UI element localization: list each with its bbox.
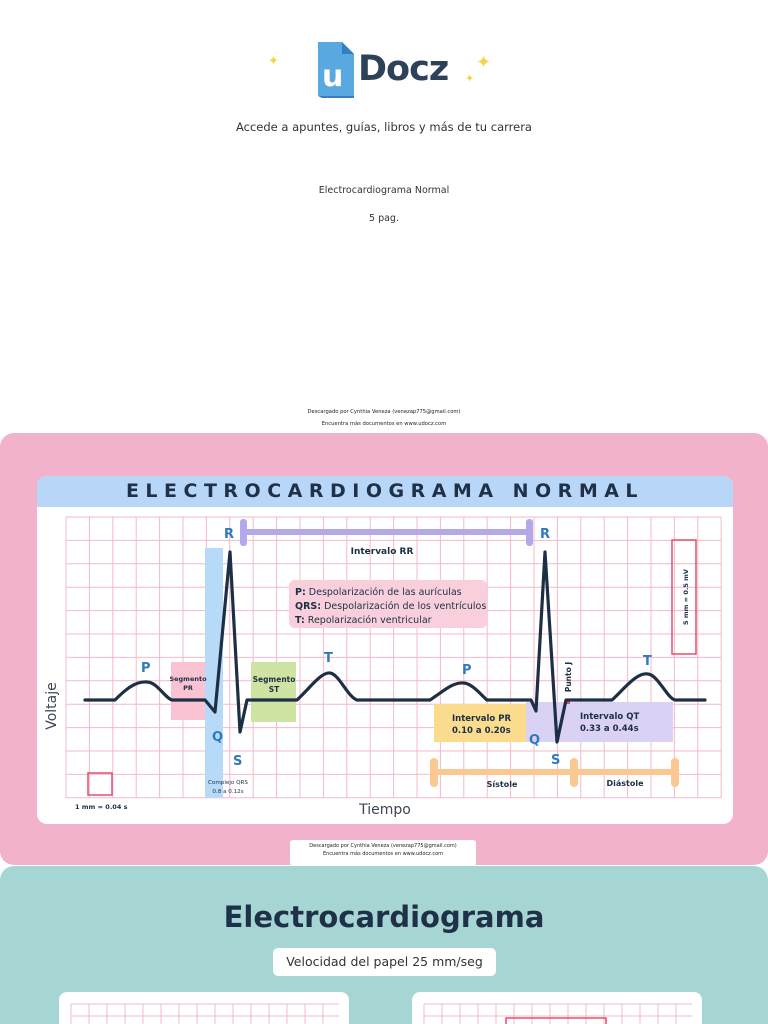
wave-s-label: S xyxy=(233,754,243,769)
mini-grid xyxy=(59,992,349,1024)
cover-page xyxy=(0,0,768,432)
j-point-label: Punto J xyxy=(564,661,573,693)
ecg-grid-card xyxy=(412,992,702,1024)
systole-diastole-cap xyxy=(570,758,578,787)
voltage-scale-label: 5 mm = 0.5 mV xyxy=(682,569,690,625)
time-scale-square xyxy=(88,773,112,795)
diastole-cap xyxy=(671,758,679,787)
sparkle-icon: ✦ xyxy=(476,52,492,73)
document-title: Electrocardiograma Normal xyxy=(318,185,450,196)
page-count: 5 pag. xyxy=(369,213,399,224)
interval-qt-label: 0.33 a 0.44s xyxy=(580,724,639,734)
section-title: Electrocardiograma xyxy=(223,900,545,934)
systole-label: Sístole xyxy=(486,780,518,789)
x-axis-title: Tiempo xyxy=(359,802,411,818)
qrs-complex-box xyxy=(205,548,223,798)
ecg-title: ELECTROCARDIOGRAMA NORMAL xyxy=(125,480,645,502)
wave-p-label: P xyxy=(462,663,472,678)
udocz-logo-icon xyxy=(316,40,364,102)
wave-q-label: Q xyxy=(212,730,224,745)
wave-t-label: T xyxy=(324,651,333,666)
interval-pr-label: Intervalo PR xyxy=(452,714,511,724)
ecg-grid-card xyxy=(59,992,349,1024)
logo-word: Docz xyxy=(358,49,449,89)
wave-s-label: S xyxy=(551,753,561,768)
wave-p-label: P xyxy=(141,661,151,676)
paper-speed-badge: Velocidad del papel 25 mm/seg xyxy=(273,948,496,976)
logo-letter: u xyxy=(322,59,344,94)
segment-st-label: ST xyxy=(268,685,280,694)
mini-grid xyxy=(412,992,702,1024)
interval-qt-label: Intervalo QT xyxy=(580,712,640,722)
interval-qt-box xyxy=(526,702,673,742)
y-axis-title: Voltaje xyxy=(44,682,60,730)
ecg-card xyxy=(37,476,733,824)
diastole-label: Diástole xyxy=(606,779,644,788)
page-footer-credit xyxy=(290,840,476,866)
interval-pr-label: 0.10 a 0.20s xyxy=(452,726,511,736)
systole-cap xyxy=(430,758,438,787)
ecg-diagram xyxy=(37,476,733,824)
qrs-complex-label: 0.8 a 0.12s xyxy=(212,789,244,795)
wave-t-label: T xyxy=(643,654,652,669)
sparkle-icon: ✦ xyxy=(268,54,279,69)
wave-r-label: R xyxy=(540,527,551,542)
time-scale-label: 1 mm = 0.04 s xyxy=(75,803,128,811)
segment-st-label: Segmento xyxy=(252,675,296,684)
download-credit: Descargado por Cynthia Veneza (venezap775@gmail.com) xyxy=(309,843,457,849)
rr-bar-cap xyxy=(240,519,247,546)
udocz-logo[interactable] xyxy=(316,40,456,102)
legend-t: T: Repolarización ventricular xyxy=(295,615,432,626)
ecg-page xyxy=(0,433,768,865)
sparkle-icon: ✦ xyxy=(465,72,475,85)
segment-pr-label: PR xyxy=(183,684,193,692)
find-more-link[interactable]: Encuentra más documentos en www.udocz.com xyxy=(321,421,447,427)
wave-r-label: R xyxy=(224,527,235,542)
segment-pr-label: Segmento xyxy=(169,675,207,683)
rr-bar-cap xyxy=(526,519,533,546)
download-credit: Descargado por Cynthia Veneza (venezap775@gmail.com) xyxy=(307,409,461,415)
wave-q-label: Q xyxy=(529,733,541,748)
rr-interval-label: Intervalo RR xyxy=(350,547,414,557)
find-more-link[interactable]: Encuentra más documentos en www.udocz.com xyxy=(322,851,444,857)
next-page xyxy=(0,866,768,1024)
legend-p: P: Despolarización de las aurículas xyxy=(295,587,462,598)
legend-qrs: QRS: Despolarización de los ventrículos xyxy=(295,601,487,612)
ecg-grid xyxy=(66,517,721,798)
tagline: Accede a apuntes, guías, libros y más de tu carrera xyxy=(236,120,532,134)
qrs-complex-label: Complejo QRS xyxy=(208,780,248,786)
